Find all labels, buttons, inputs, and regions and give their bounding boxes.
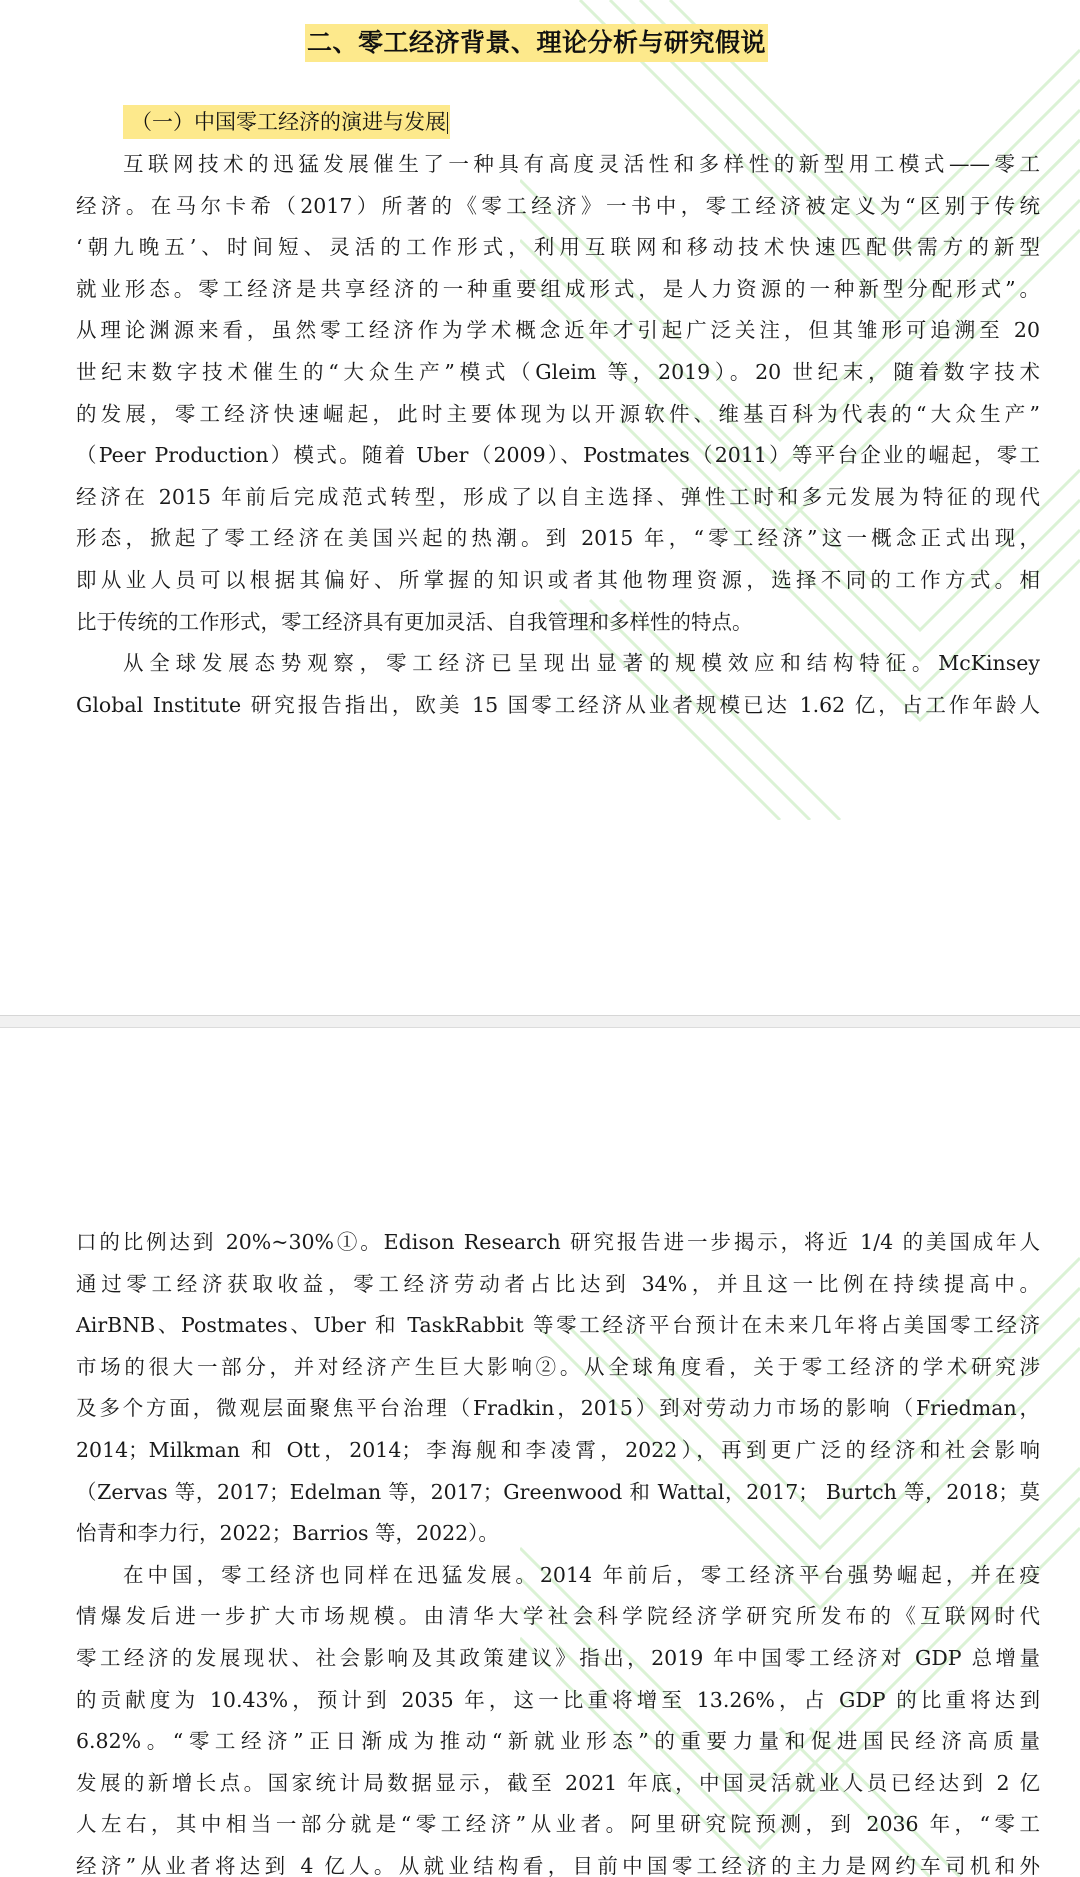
text-line: 从理论渊源来看，虽然零工经济作为学术概念近年才引起广泛关注，但其雏形可追溯至 20	[76, 318, 1040, 343]
text-line: （Peer Production）模式。随着 Uber（2009）、Postmates（2011）等平台企业的崛起，零工	[76, 443, 1040, 468]
text-line: 从全球发展态势观察，零工经济已呈现出显著的规模效应和结构特征。McKinsey	[123, 651, 1040, 676]
document-page-2	[0, 1028, 1080, 1877]
text-line: 通过零工经济获取收益，零工经济劳动者占比达到 34%，并且这一比例在持续提高中。	[76, 1271, 1040, 1296]
text-line: Global Institute 研究报告指出，欧美 15 国零工经济从业者规模已达 1.62 亿，占工作年龄人	[76, 692, 1040, 717]
text-line: 零工经济的发展现状、社会影响及其政策建议》指出，2019 年中国零工经济对 GDP 总增量	[76, 1646, 1040, 1670]
text-line: 情爆发后进一步扩大市场规模。由清华大学社会科学院经济学研究所发布的《互联网时代	[76, 1604, 1040, 1629]
text-line: 经济在 2015 年前后完成范式转型，形成了以自主选择、弹性工时和多元发展为特征的现代	[76, 484, 1040, 509]
text-line: 怡青和李力行，2022；Barrios 等，2022）。	[76, 1521, 499, 1546]
text-line: AirBNB、Postmates、Uber 和 TaskRabbit 等零工经济平台预计在未来几年将占美国零工经济	[76, 1313, 1040, 1338]
subsection-title-text: （一）中国零工经济的演进与发展	[131, 110, 446, 134]
text-line: 及多个方面，微观层面聚焦平台治理（Fradkin，2015）到对劳动力市场的影响（Friedman，	[76, 1396, 1040, 1421]
text-line: 市场的很大一部分，并对经济产生巨大影响②。从全球角度看，关于零工经济的学术研究涉	[76, 1354, 1040, 1379]
text-line: 就业形态。零工经济是共享经济的一种重要组成形式，是人力资源的一种新型分配形式”。	[76, 276, 1040, 301]
text-line: 人左右，其中相当一部分就是“零工经济”从业者。阿里研究院预测，到 2036 年，“零工	[76, 1812, 1040, 1837]
text-line: 发展的新增长点。国家统计局数据显示，截至 2021 年底，中国灵活就业人员已经达到 2 亿	[76, 1770, 1040, 1795]
text-line: 互联网技术的迅猛发展催生了一种具有高度灵活性和多样性的新型用工模式——零工	[123, 152, 1040, 176]
text-line: 比于传统的工作形式，零工经济具有更加灵活、自我管理和多样性的特点。	[76, 609, 753, 634]
text-line: 世纪末数字技术催生的“大众生产”模式（Gleim 等，2019）。20 世纪末，随着数字技术	[76, 360, 1040, 384]
text-line: 口的比例达到 20%~30%①。Edison Research 研究报告进一步揭示，将近 1/4 的美国成年人	[76, 1230, 1040, 1254]
text-line: 的发展，零工经济快速崛起，此时主要体现为以开源软件、维基百科为代表的“大众生产”	[76, 401, 1040, 426]
text-line: 6.82%。“零工经济”正日渐成为推动“新就业形态”的重要力量和促进国民经济高质量	[76, 1729, 1040, 1754]
text-line: （Zervas 等，2017；Edelman 等，2017；Greenwood 和 Wattal，2017； Burtch 等，2018；莫	[76, 1479, 1040, 1504]
page-separator	[0, 1015, 1080, 1028]
text-line: 在中国，零工经济也同样在迅猛发展。2014 年前后，零工经济平台强势崛起，并在疫	[123, 1562, 1040, 1587]
text-line: 2014；Milkman 和 Ott，2014；李海舰和李凌霄，2022），再到更广泛的经济和社会影响	[76, 1438, 1040, 1462]
text-line: 经济”从业者将达到 4 亿人。从就业结构看，目前中国零工经济的主力是网约车司机和外	[76, 1854, 1040, 1877]
text-line: ‘朝九晚五’、时间短、灵活的工作形式，利用互联网和移动技术快速匹配供需方的新型	[76, 235, 1040, 260]
text-line: 即从业人员可以根据其偏好、所掌握的知识或者其他物理资源，选择不同的工作方式。相	[76, 568, 1040, 592]
section-title: 二、零工经济背景、理论分析与研究假说	[305, 24, 768, 62]
subsection-title[interactable]	[123, 105, 450, 139]
text-cursor	[447, 112, 448, 134]
text-line: 经济。在马尔卡希（2017）所著的《零工经济》一书中，零工经济被定义为“区别于传统	[76, 193, 1040, 218]
text-line: 形态，掀起了零工经济在美国兴起的热潮。到 2015 年，“零工经济”这一概念正式出现，	[76, 526, 1040, 551]
text-line: 的贡献度为 10.43%，预计到 2035 年，这一比重将增至 13.26%，占 GDP 的比重将达到	[76, 1687, 1040, 1712]
